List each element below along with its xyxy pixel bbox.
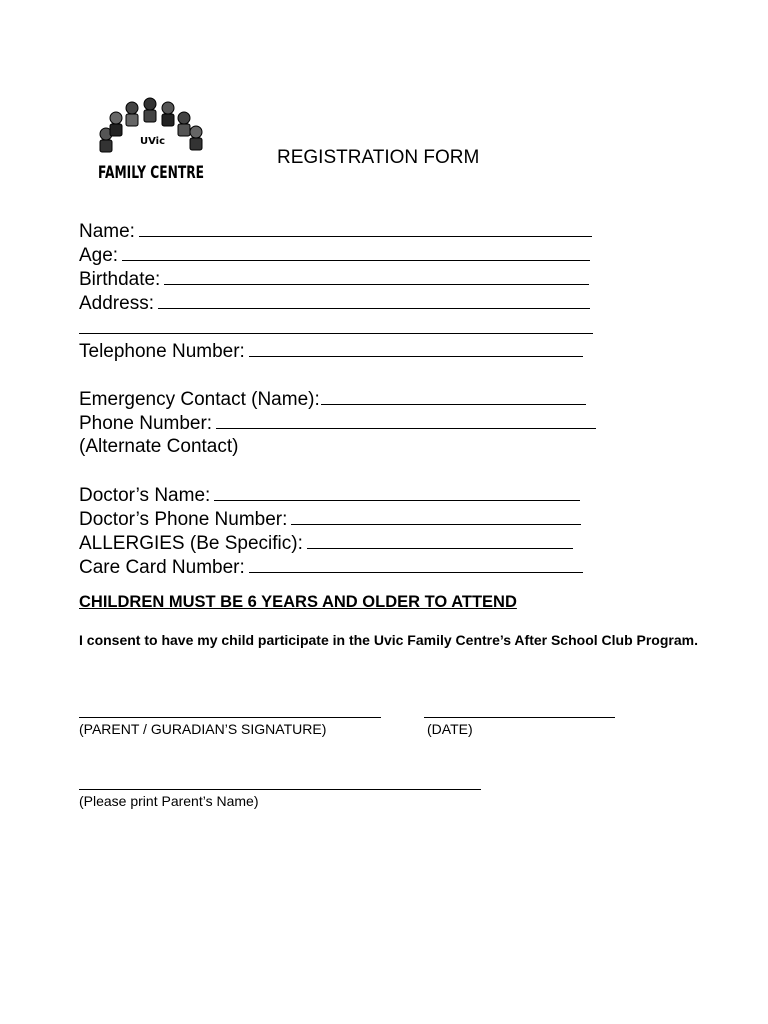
address-field [79,291,590,316]
emergency-contact-field [79,387,586,412]
telephone-label: Telephone Number: [79,341,245,362]
age-label: Age: [79,245,119,266]
doctor-phone-label: Doctor’s Phone Number: [79,509,288,530]
birthdate-field [79,267,589,292]
doctor-phone-input-line[interactable] [291,507,581,525]
address-second-line[interactable] [79,333,593,334]
page-title: REGISTRATION FORM [277,147,480,168]
age-requirement-notice: CHILDREN MUST BE 6 YEARS AND OLDER TO ATTEND [79,593,517,611]
birthdate-input-line[interactable] [164,267,589,285]
emergency-contact-label: Emergency Contact (Name): [79,389,320,410]
phone-field [79,411,596,436]
family-centre-logo [96,94,208,186]
print-name-line[interactable] [79,789,481,790]
birthdate-label: Birthdate: [79,269,161,290]
name-field [79,219,592,244]
care-card-input-line[interactable] [249,555,583,573]
emergency-contact-input-line[interactable] [321,387,586,405]
logo-text-top: UVic [140,136,166,147]
date-caption: (DATE) [427,721,473,737]
age-field [79,243,590,268]
consent-statement: I consent to have my child participate in the Uvic Family Centre’s After School Club Program. [79,632,698,648]
doctor-name-label: Doctor’s Name: [79,485,211,506]
doctor-name-field [79,483,580,508]
age-input-line[interactable] [122,243,590,261]
care-card-field [79,555,583,580]
doctor-phone-field [79,507,581,532]
doctor-name-input-line[interactable] [214,483,580,501]
telephone-field [79,339,583,364]
parent-signature-line[interactable] [79,717,381,718]
telephone-input-line[interactable] [249,339,583,357]
name-label: Name: [79,221,135,242]
print-name-caption: (Please print Parent’s Name) [79,793,259,809]
phone-input-line[interactable] [216,411,596,429]
phone-label: Phone Number: [79,413,213,434]
logo-text-main: FAMILY CENTRE [98,163,204,182]
address-input-line[interactable] [158,291,590,309]
allergies-label: ALLERGIES (Be Specific): [79,533,303,554]
name-input-line[interactable] [139,219,592,237]
alternate-contact-label: (Alternate Contact) [79,436,239,457]
care-card-label: Care Card Number: [79,557,245,578]
allergies-input-line[interactable] [307,531,573,549]
allergies-field [79,531,573,556]
parent-signature-caption: (PARENT / GURADIAN’S SIGNATURE) [79,721,327,737]
date-line[interactable] [424,717,615,718]
address-label: Address: [79,293,154,314]
